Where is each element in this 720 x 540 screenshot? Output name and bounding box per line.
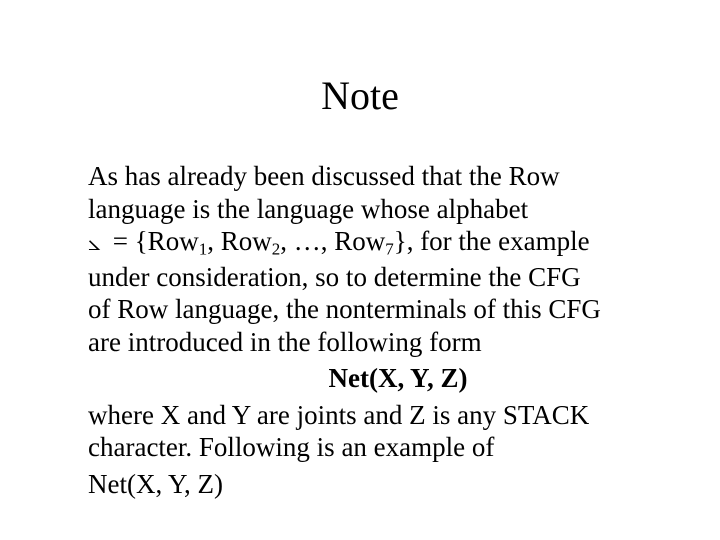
slide-body [88,160,688,500]
subscript-1: 1 [198,239,208,259]
body-line-1: As has already been discussed that the Row [88,161,560,191]
subscript-7: 7 [385,239,394,259]
body-line-6: are introduced in the following form [88,326,482,357]
body-line-10: Net(X, Y, Z) [88,468,223,499]
alphabet-open: = {Row [106,226,199,256]
body-line-5: of Row language, the nonterminals of this CFG [88,294,601,324]
sigma-symbol-icon: ⦣ [88,231,101,256]
body-line-8: where X and Y are joints and Z is any STACK [88,399,590,430]
net-notation-heading: Net(X, Y, Z) [328,363,468,393]
body-line-9: character. Following is an example of [88,432,495,462]
subscript-2: 2 [271,239,281,259]
alphabet-tail: }, for the example [393,226,590,256]
body-line-4: under consideration, so to determine the CFG [88,261,581,292]
alphabet-definition-line [88,225,688,261]
slide-title: Note [321,73,399,118]
body-line-2: language is the language whose alphabet [88,193,529,224]
alphabet-mid-1: , Row [207,226,272,256]
alphabet-mid-2: , …, Row [280,226,386,256]
